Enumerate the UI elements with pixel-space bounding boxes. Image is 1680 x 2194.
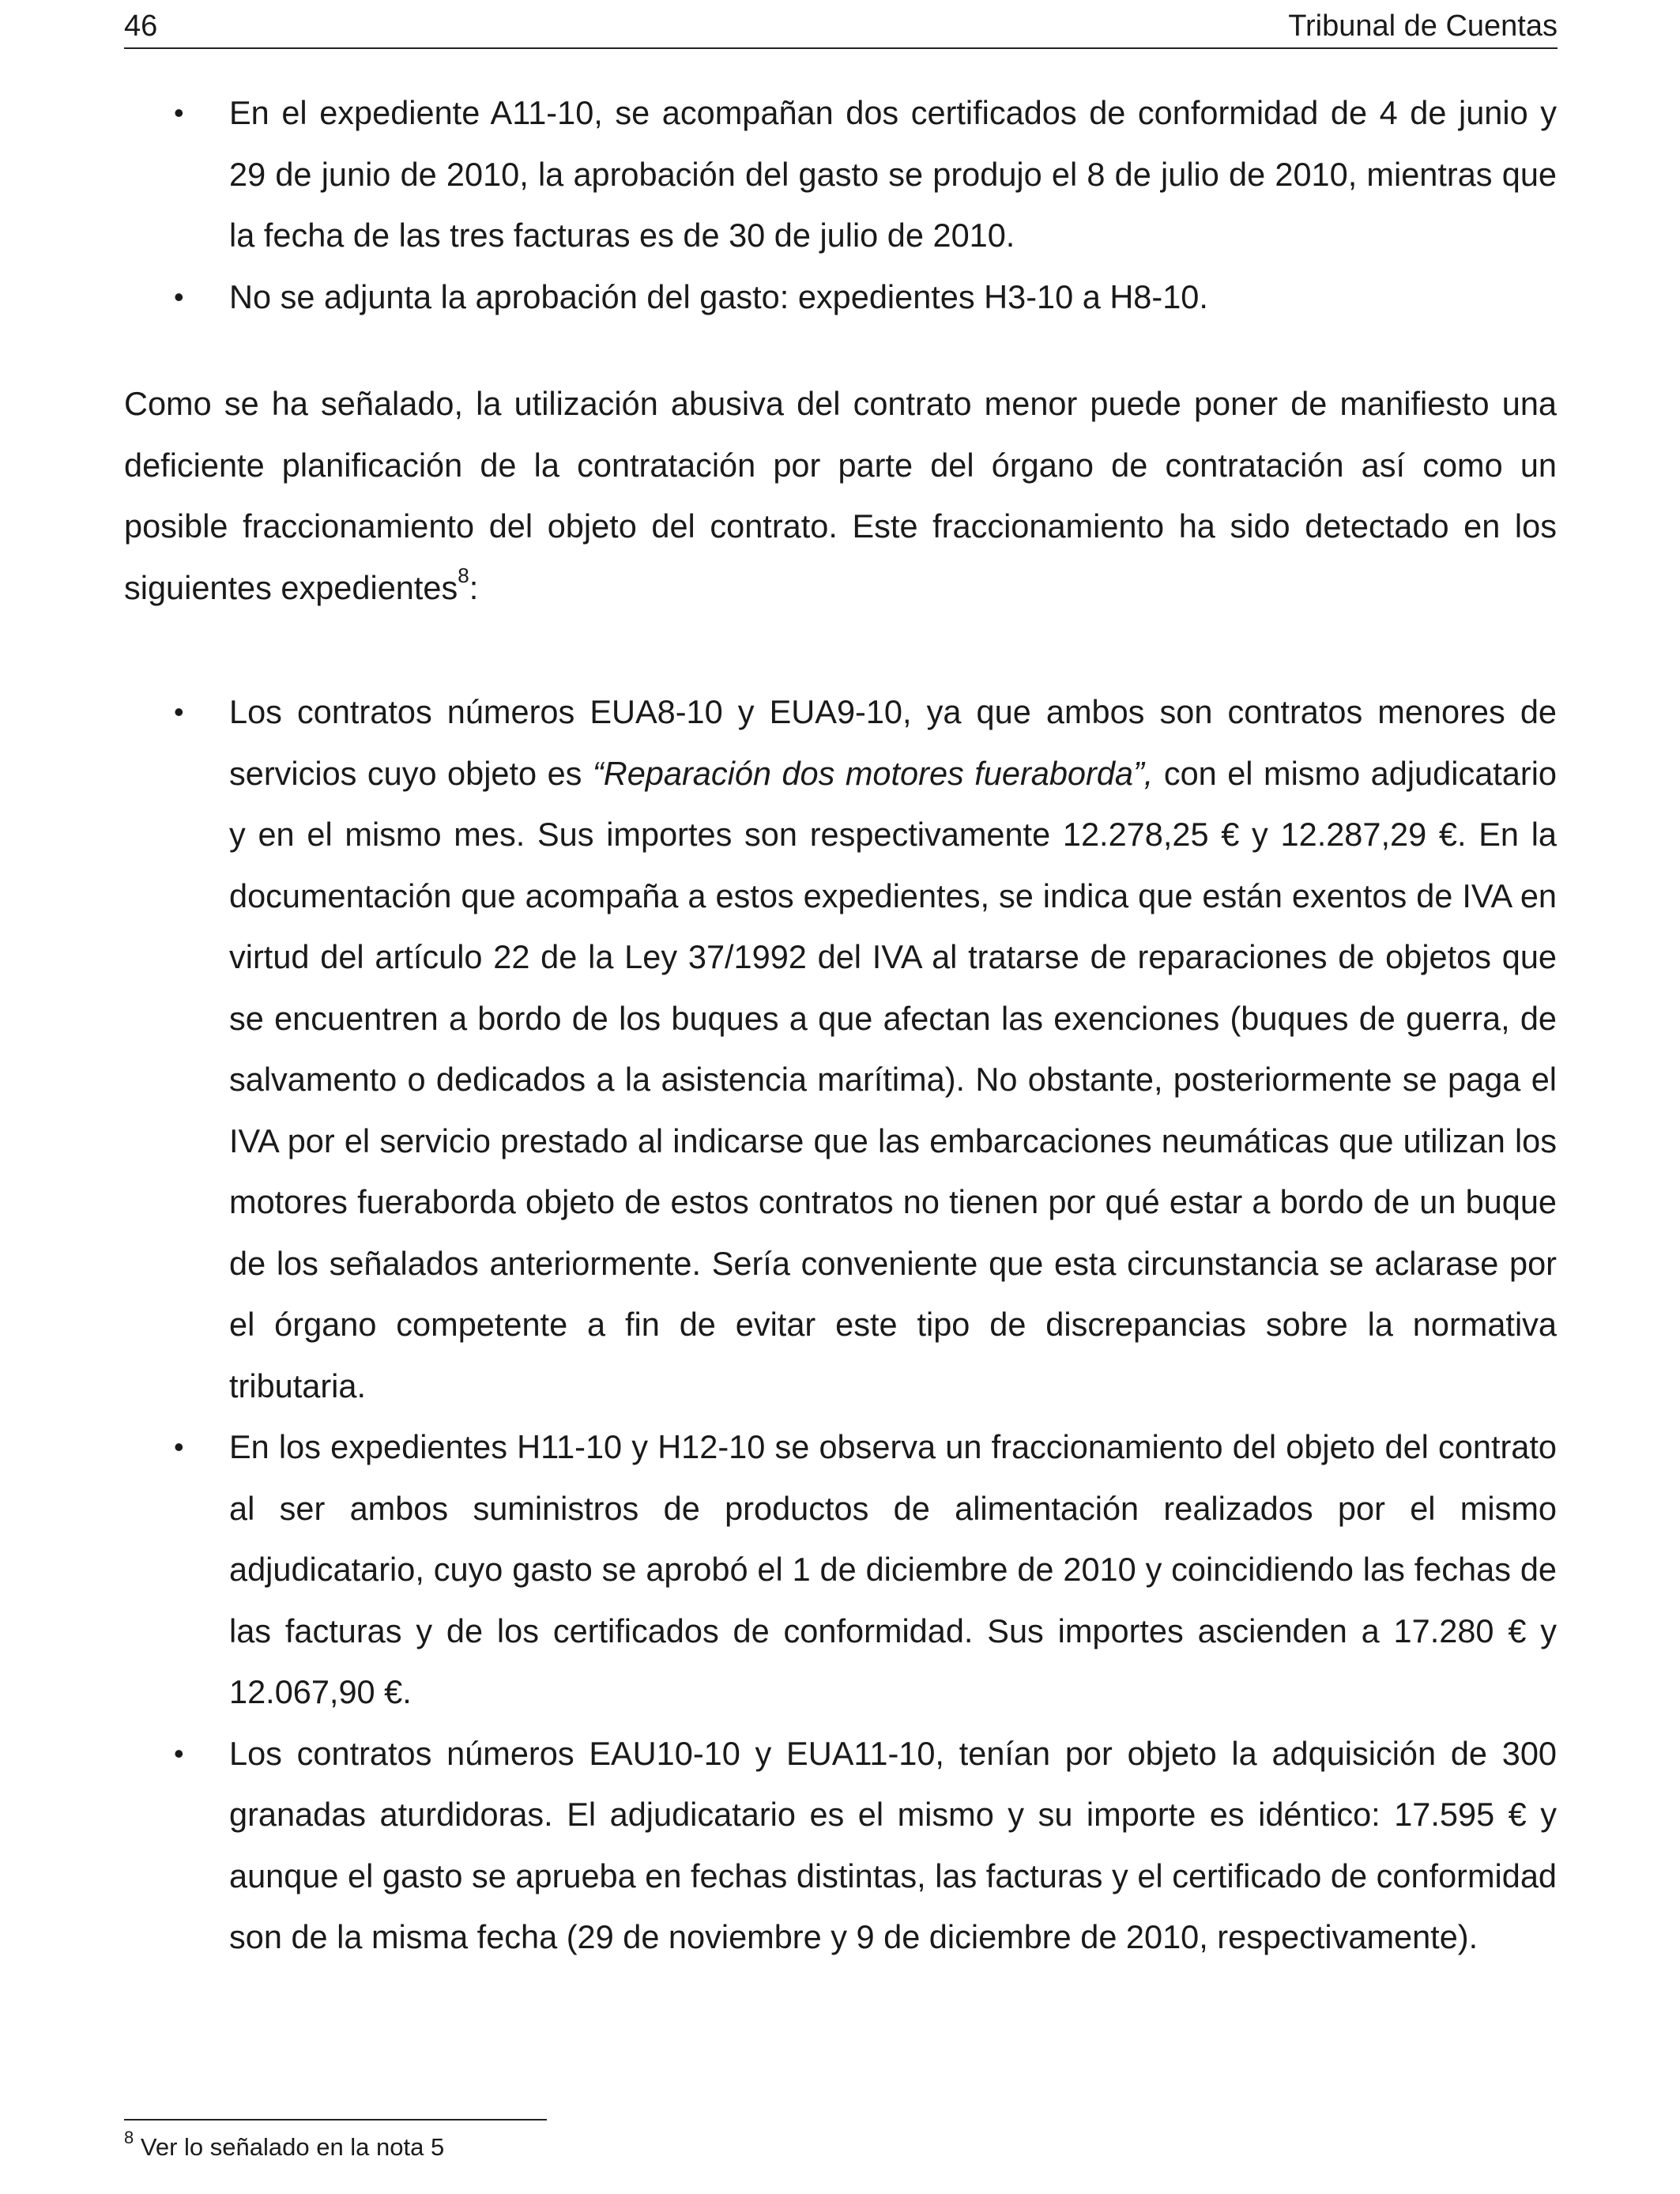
- list-item: [124, 266, 1557, 328]
- bullet-icon: •: [174, 96, 184, 129]
- footnote-number: 8: [124, 2127, 134, 2147]
- footnote-reference[interactable]: 8: [458, 563, 469, 587]
- bullet-icon: •: [174, 1736, 184, 1770]
- footnote-divider: [124, 2119, 547, 2120]
- footnote: [124, 2127, 445, 2163]
- list-item-text: En el expediente A11-10, se acompañan dos certificados de conformidad de 4 de junio y 29 de junio de 2010, la aprobación del gasto se produjo el 8 de julio de 2010, mientras que la fecha de las tres facturas es de 30 de julio de 2010.: [229, 94, 1557, 254]
- list-item: [124, 1723, 1557, 1968]
- running-title: Tribunal de Cuentas: [1288, 9, 1558, 43]
- page-header: [124, 6, 1558, 49]
- bullet-icon: •: [174, 696, 184, 728]
- paragraph: [124, 373, 1557, 618]
- footnote-text: Ver lo señalado en la nota 5: [140, 2133, 445, 2161]
- page-number: 46: [124, 9, 158, 43]
- top-bullet-list: [124, 82, 1557, 327]
- list-item-text-continued: con el mismo adjudicatario y en el mismo mes. Sus importes son respectivamente 12.278,25 € y 12.287,29 €. En la documentación que acompaña a estos expedientes, se indica que están exentos de IVA en virtud del artículo 22 de la Ley 37/1992 del IVA al tratarse de reparaciones de objetos que se encuentren a bordo de los buques a que afectan las exenciones (buques de guerra, de salvamento o dedicados a la asistencia marítima). No obstante, posteriormente se paga el IVA por el servicio prestado al indicarse que las embarcaciones neumáticas que utilizan los motores fueraborda objeto de estos contratos no tienen por qué estar a bordo de un buque de los señalados anteriormente. Sería conveniente que esta circunstancia se aclarase por el órgano competente a fin de evitar este tipo de discrepancias sobre la normativa tributaria.: [229, 754, 1557, 1404]
- contract-object-quote: “Reparación dos motores fueraborda”,: [592, 754, 1154, 792]
- main-bullet-list: [124, 681, 1557, 1968]
- list-item: [124, 681, 1557, 1416]
- list-item-text: En los expedientes H11-10 y H12-10 se observa un fraccionamiento del objeto del contrato al ser ambos suministros de productos de alimentación realizados por el mismo adjudicatario, cuyo gasto se aprobó el 1 de diciembre de 2010 y coincidiendo las fechas de las facturas y de los certificados de conformidad. Sus importes ascienden a 17.280 € y 12.067,90 €.: [229, 1428, 1557, 1710]
- paragraph-end: :: [469, 568, 479, 606]
- list-item-text: No se adjunta la aprobación del gasto: expedientes H3-10 a H8-10.: [229, 277, 1208, 315]
- list-item-text: Los contratos números EUA8-10 y EUA9-10, ya que ambos son contratos menores de servicios cuyo objeto es: [229, 693, 1557, 792]
- list-item-text: Los contratos números EAU10-10 y EUA11-10, tenían por objeto la adquisición de 300 granadas aturdidoras. El adjudicatario es el mismo y su importe es idéntico: 17.595 € y aunque el gasto se aprueba en fechas distintas, las facturas y el certificado de conformidad son de la misma fecha (29 de noviembre y 9 de diciembre de 2010, respectivamente).: [229, 1734, 1557, 1955]
- paragraph-text: Como se ha señalado, la utilización abusiva del contrato menor puede poner de manifiesto una deficiente planificación de la contratación por parte del órgano de contratación así como un posible fraccionamiento del objeto del contrato. Este fraccionamiento ha sido detectado en los siguientes expedientes: [124, 385, 1557, 606]
- list-item: [124, 82, 1557, 266]
- bullet-icon: •: [174, 1431, 184, 1463]
- body-paragraph: [124, 373, 1557, 618]
- bullet-icon: •: [174, 280, 184, 313]
- list-item: [124, 1416, 1557, 1723]
